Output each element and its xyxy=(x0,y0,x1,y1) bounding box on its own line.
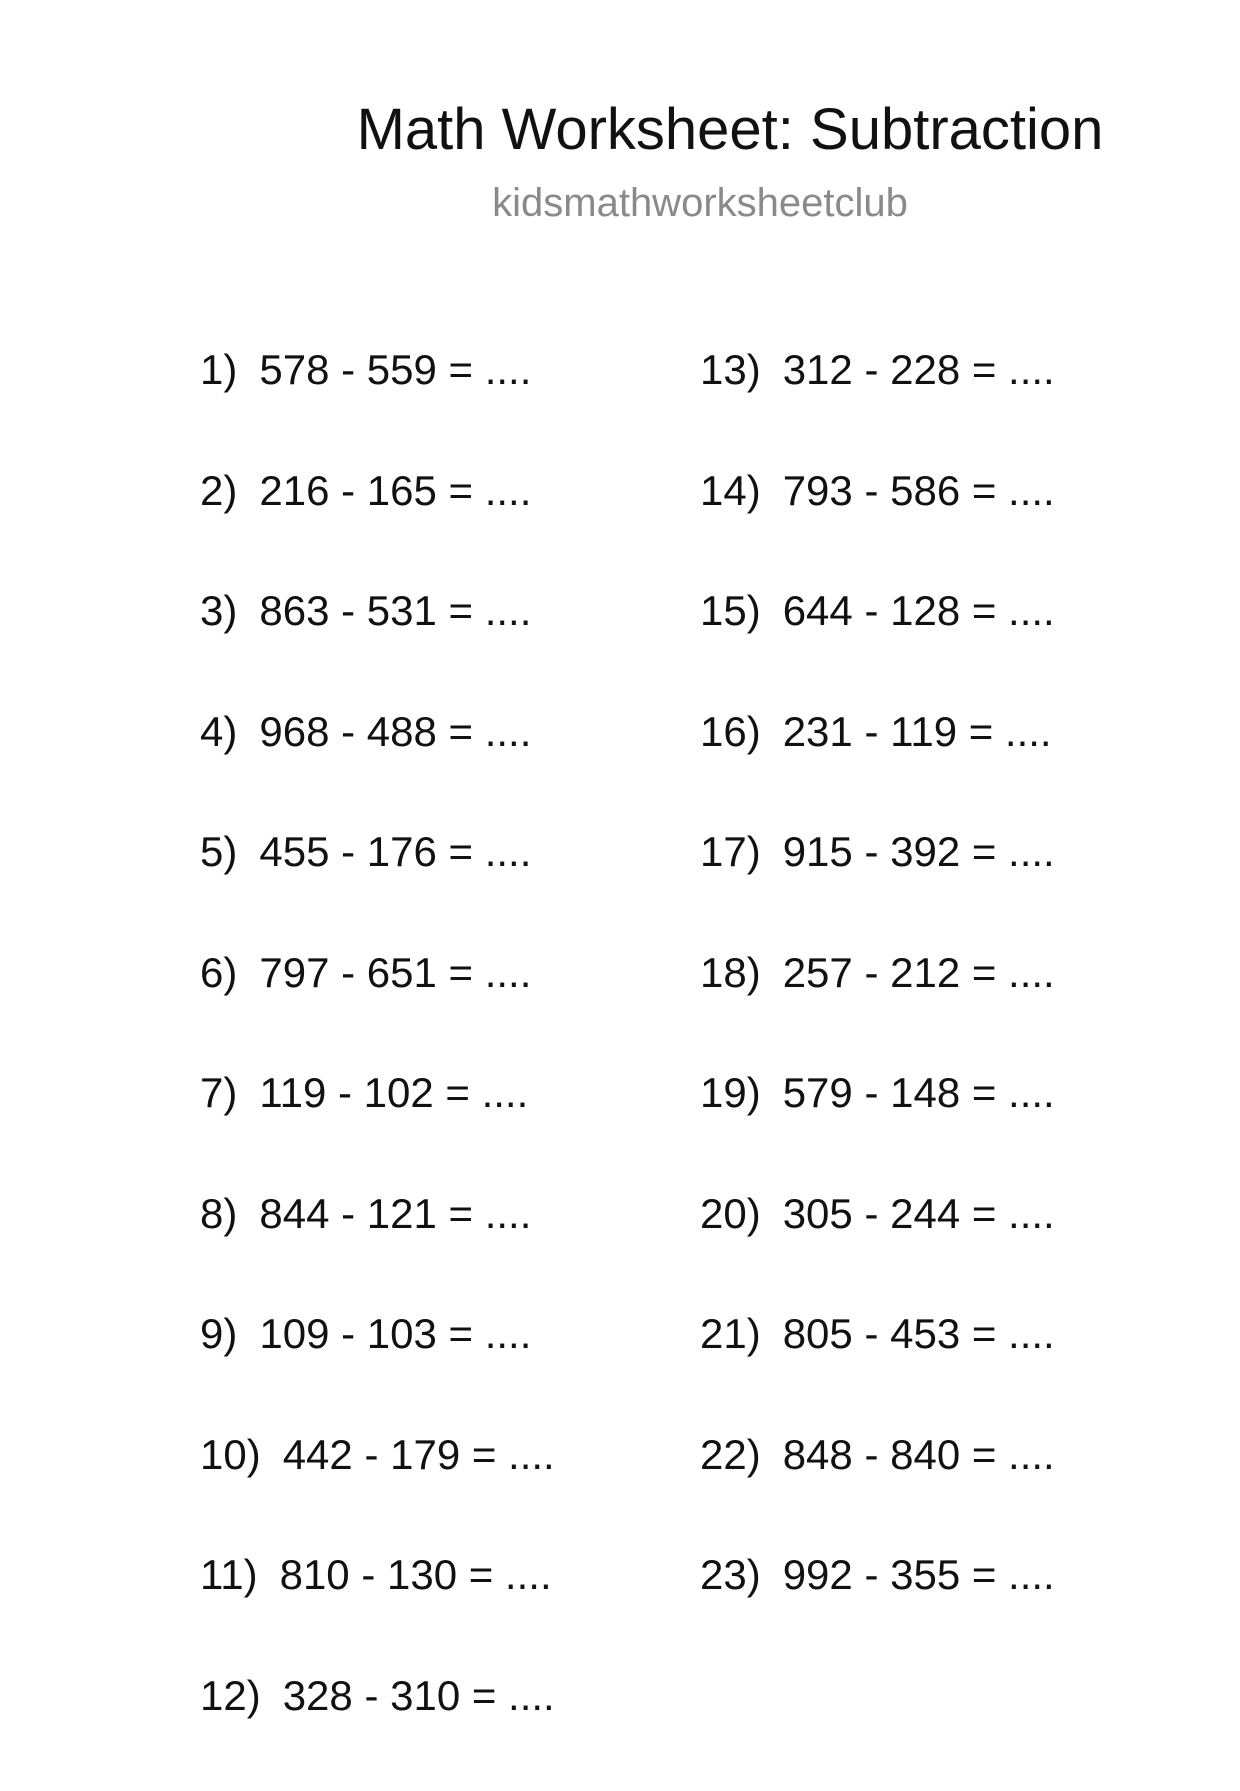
problem-item xyxy=(700,1068,1055,1189)
problem-expression: 312 - 228 = .... xyxy=(783,346,1055,393)
problems-column-right xyxy=(700,345,1055,1671)
problem-expression: 257 - 212 = .... xyxy=(783,949,1055,996)
problem-expression: 216 - 165 = .... xyxy=(259,467,531,514)
problem-item xyxy=(200,1068,555,1189)
problem-expression: 848 - 840 = .... xyxy=(783,1431,1055,1478)
problem-expression: 455 - 176 = .... xyxy=(259,828,531,875)
problem-item xyxy=(700,707,1055,828)
problem-item xyxy=(700,1430,1055,1551)
problem-item xyxy=(200,1309,555,1430)
problem-item xyxy=(200,827,555,948)
problem-item xyxy=(200,948,555,1069)
problem-number: 18) xyxy=(700,948,761,998)
problem-number: 1) xyxy=(200,345,237,395)
problem-expression: 915 - 392 = .... xyxy=(783,828,1055,875)
problem-expression: 442 - 179 = .... xyxy=(283,1431,555,1478)
problem-item xyxy=(700,827,1055,948)
worksheet-subtitle: kidsmathworksheetclub xyxy=(0,178,1240,228)
problem-number: 9) xyxy=(200,1309,237,1359)
worksheet-title: Math Worksheet: Subtraction xyxy=(0,95,1240,165)
problem-expression: 119 - 102 = .... xyxy=(259,1069,528,1116)
problem-number: 17) xyxy=(700,827,761,877)
problem-item xyxy=(700,948,1055,1069)
problem-number: 5) xyxy=(200,827,237,877)
problem-item xyxy=(700,1309,1055,1430)
problem-number: 6) xyxy=(200,948,237,998)
problem-number: 15) xyxy=(700,586,761,636)
problem-number: 11) xyxy=(200,1550,258,1600)
problem-item xyxy=(700,466,1055,587)
problem-number: 20) xyxy=(700,1189,761,1239)
problem-item xyxy=(700,345,1055,466)
problem-item xyxy=(700,1550,1055,1671)
problem-expression: 578 - 559 = .... xyxy=(259,346,531,393)
problem-item xyxy=(700,586,1055,707)
problem-item xyxy=(200,1189,555,1310)
problem-number: 14) xyxy=(700,466,761,516)
problem-number: 16) xyxy=(700,707,761,757)
problem-expression: 844 - 121 = .... xyxy=(259,1190,531,1237)
problem-expression: 328 - 310 = .... xyxy=(283,1672,555,1719)
problem-expression: 109 - 103 = .... xyxy=(259,1310,531,1357)
problem-number: 13) xyxy=(700,345,761,395)
problem-number: 2) xyxy=(200,466,237,516)
problem-item xyxy=(200,1430,555,1551)
problem-number: 23) xyxy=(700,1550,761,1600)
problem-item xyxy=(700,1189,1055,1310)
problem-expression: 968 - 488 = .... xyxy=(259,708,531,755)
problem-expression: 992 - 355 = .... xyxy=(783,1551,1055,1598)
problem-number: 4) xyxy=(200,707,237,757)
problem-item xyxy=(200,1550,555,1671)
problem-expression: 810 - 130 = .... xyxy=(280,1551,552,1598)
problems-column-left xyxy=(200,345,555,1791)
problem-item xyxy=(200,586,555,707)
problem-number: 22) xyxy=(700,1430,761,1480)
problem-expression: 797 - 651 = .... xyxy=(259,949,531,996)
problem-item xyxy=(200,707,555,828)
problem-number: 10) xyxy=(200,1430,261,1480)
problem-expression: 644 - 128 = .... xyxy=(783,587,1055,634)
problem-number: 7) xyxy=(200,1068,237,1118)
problem-item xyxy=(200,345,555,466)
problem-item xyxy=(200,1671,555,1791)
problem-number: 19) xyxy=(700,1068,761,1118)
problem-item xyxy=(200,466,555,587)
problem-expression: 305 - 244 = .... xyxy=(783,1190,1055,1237)
problem-expression: 863 - 531 = .... xyxy=(259,587,531,634)
problem-expression: 805 - 453 = .... xyxy=(783,1310,1055,1357)
problem-number: 8) xyxy=(200,1189,237,1239)
problem-number: 21) xyxy=(700,1309,761,1359)
problem-expression: 231 - 119 = .... xyxy=(783,708,1052,755)
problem-number: 12) xyxy=(200,1671,261,1721)
problem-number: 3) xyxy=(200,586,237,636)
problem-expression: 793 - 586 = .... xyxy=(783,467,1055,514)
problem-expression: 579 - 148 = .... xyxy=(783,1069,1055,1116)
